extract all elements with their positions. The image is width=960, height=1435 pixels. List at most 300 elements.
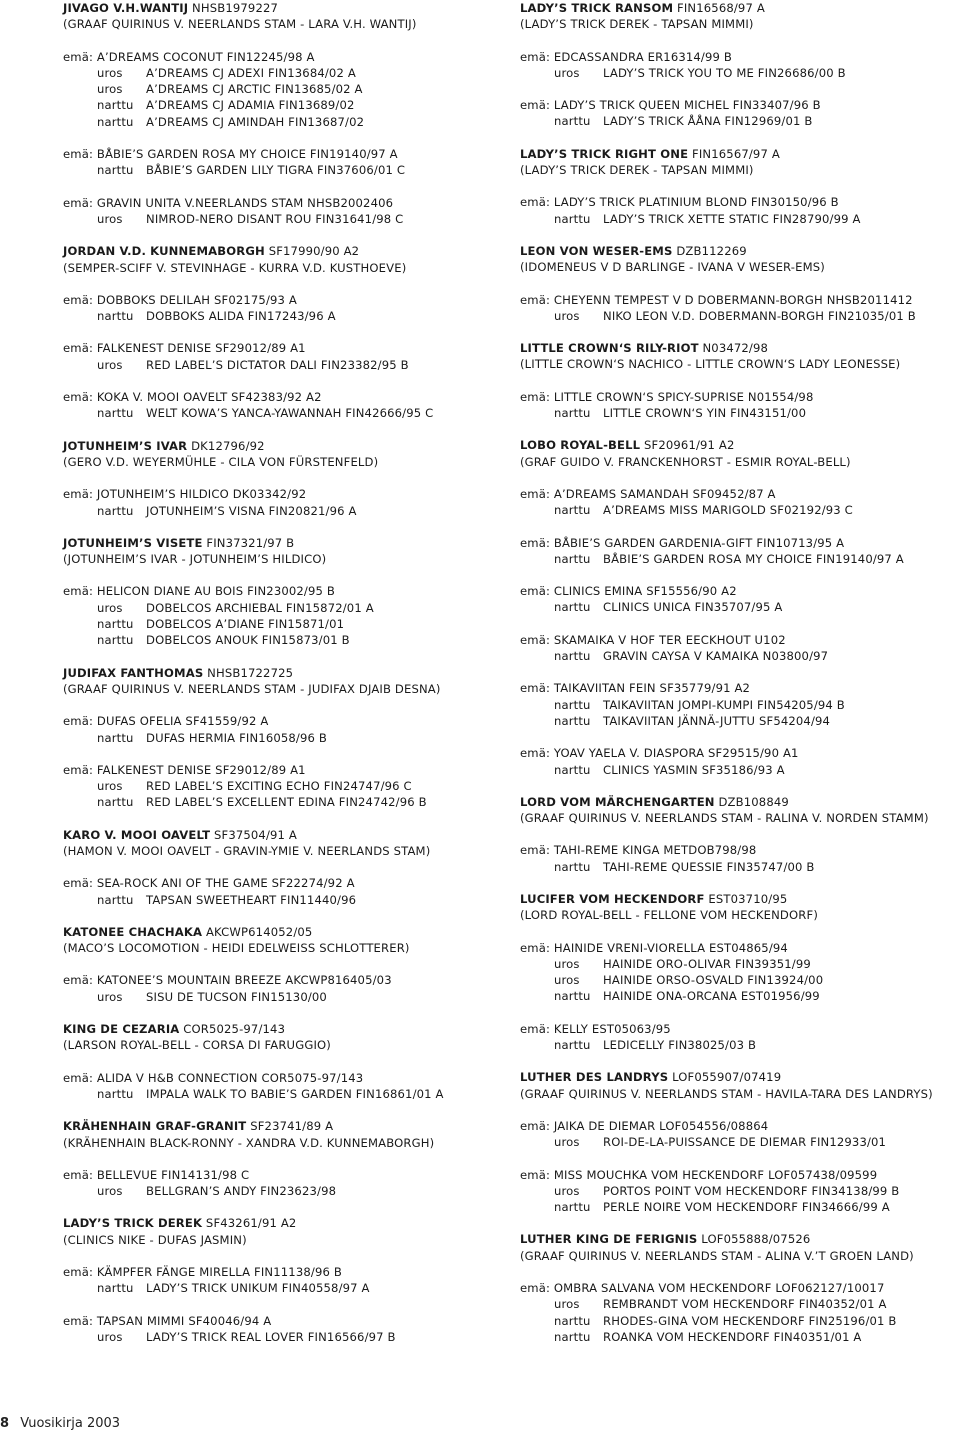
dam-line [520,1021,960,1037]
sire-entry [520,778,960,875]
sire-heading [63,1021,503,1037]
offspring-sex: uros [97,1184,123,1199]
spacer [520,567,960,583]
dam-label: emä: [63,341,97,356]
sire-registration: FIN16567/97 A [688,146,780,161]
spacer [63,324,503,340]
offspring-line [63,97,503,113]
dam-line [63,713,503,729]
sire-name: LUTHER KING DE FERIGNIS [520,1232,698,1247]
offspring-sex: uros [554,956,580,971]
dam-line [63,1167,503,1183]
offspring-sex: narttu [97,406,134,421]
offspring-sex: narttu [554,1200,591,1215]
offspring-sex: narttu [554,114,591,129]
spacer [63,470,503,486]
sire-heading [520,146,960,162]
spacer [63,179,503,195]
spacer [63,519,503,535]
sire-heading [63,1215,503,1231]
spacer [520,519,960,535]
sire-heading [520,1069,960,1085]
dam-label: emä: [520,389,554,404]
sire-parents: (SEMPER-SCIFF V. STEVINHAGE - KURRA V.D. KUSTHOEVE) [63,260,407,275]
sire-heading [63,665,503,681]
sire-parents: (LORD ROYAL-BELL - FELLONE VOM HECKENDORF) [520,908,818,923]
dam-line [520,97,960,113]
offspring-sex: narttu [97,114,134,129]
sire-name: LITTLE CROWN‘S RILY-RIOT [520,341,699,356]
sire-parents: (HAMON V. MOOI OAVELT - GRAVIN-YMIE V. NEERLANDS STAM) [63,843,431,858]
sire-entry [63,1102,503,1199]
offspring-name: BELLGRAN’S ANDY FIN23623/98 [146,1184,337,1199]
sire-parents: (JOTUNHEIM’S IVAR - JOTUNHEIM’S HILDICO) [63,552,327,567]
offspring-line [63,1086,503,1102]
offspring-sex: narttu [554,1329,591,1344]
sire-name: LOBO ROYAL-BELL [520,438,641,453]
dam-line [520,680,960,696]
dam-label: emä: [520,292,554,307]
spacer [63,908,503,924]
spacer [63,1199,503,1215]
offspring-sex: narttu [97,795,134,810]
sire-entry [520,1215,960,1345]
sire-name: JUDIFAX FANTHOMAS [63,665,204,680]
dam-line [520,389,960,405]
dam-label: emä: [63,876,97,891]
dam-label: emä: [63,1070,97,1085]
sire-registration: EST03710/95 [704,891,788,906]
dam-name: TAPSAN MIMMI SF40046/94 A [96,1313,272,1328]
spacer [520,778,960,794]
dam-name: FALKENEST DENISE SF29012/89 A1 [96,341,306,356]
dam-line [520,486,960,502]
sire-registration: DZB108849 [714,794,789,809]
spacer [520,227,960,243]
spacer [520,664,960,680]
offspring-line [520,1037,960,1053]
spacer [63,859,503,875]
dam-label: emä: [63,292,97,307]
offspring-name: A’DREAMS CJ AMINDAH FIN13687/02 [146,114,365,129]
sire-parents: (GRAF GUIDO V. FRANCKENHORST - ESMIR ROYAL-BELL) [520,454,851,469]
publication-title: Vuosikirja 2003 [20,1416,121,1431]
offspring-line [63,114,503,130]
offspring-line [520,859,960,875]
sire-registration: SF37504/91 A [210,827,297,842]
sire-heading [63,1118,503,1134]
offspring-name: SISU DE TUCSON FIN15130/00 [146,989,327,1004]
dam-label: emä: [63,1167,97,1182]
offspring-sex: narttu [97,730,134,745]
sire-name: LADY’S TRICK RIGHT ONE [520,146,689,161]
spacer [520,1215,960,1231]
right-column [520,0,960,1345]
sire-registration: SF43261/91 A2 [202,1216,297,1231]
sire-name: LADY’S TRICK DEREK [63,1216,203,1231]
spacer [63,373,503,389]
spacer [63,33,503,49]
dam-label: emä: [63,1313,97,1328]
offspring-line [520,762,960,778]
dam-label: emä: [63,147,97,162]
spacer [520,470,960,486]
spacer [520,81,960,97]
offspring-sex: uros [554,1297,580,1312]
sire-entry [63,1199,503,1345]
offspring-line [63,730,503,746]
sire-name: JIVAGO V.H.WANTIJ [63,1,189,15]
offspring-sex: uros [97,1329,123,1344]
dam-name: DUFAS OFELIA SF41559/92 A [96,714,269,729]
offspring-line [520,972,960,988]
spacer [63,1005,503,1021]
sire-name: LADY’S TRICK RANSOM [520,1,674,15]
dam-line [520,632,960,648]
offspring-sex: narttu [554,859,591,874]
dam-label: emä: [520,843,554,858]
spacer [520,130,960,146]
sire-registration: FIN16568/97 A [673,1,765,15]
offspring-name: LADY’S TRICK XETTE STATIC FIN28790/99 A [603,211,861,226]
offspring-name: REMBRANDT VOM HECKENDORF FIN40352/01 A [603,1297,887,1312]
left-column [63,0,503,1345]
sire-entry [520,324,960,421]
offspring-sex: uros [97,65,123,80]
offspring-line [520,502,960,518]
sire-entry [63,519,503,649]
dam-line [520,1118,960,1134]
sire-registration: FIN37321/97 B [202,535,295,550]
dam-line [63,146,503,162]
offspring-name: DOBBOKS ALIDA FIN17243/96 A [146,309,336,324]
sire-heading [63,924,503,940]
offspring-line [63,892,503,908]
spacer [63,956,503,972]
spacer [63,567,503,583]
sire-registration: NHSB1979227 [188,1,279,15]
dam-name: TAIKAVIITAN FEIN SF35779/91 A2 [553,681,751,696]
sire-parents: (KRÄHENHAIN BLACK-RONNY - XANDRA V.D. KUNNEMABORGH) [63,1135,435,1150]
dam-name: DOBBOKS DELILAH SF02175/93 A [96,292,297,307]
spacer [520,33,960,49]
dam-name: KATONEE’S MOUNTAIN BREEZE AKCWP816405/03 [96,973,392,988]
spacer [63,697,503,713]
offspring-sex: narttu [97,892,134,907]
dam-name: KOKA V. MOOI OAVELT SF42383/92 A2 [96,390,322,405]
offspring-line [63,778,503,794]
offspring-name: ROI-DE-LA-PUISSANCE DE DIEMAR FIN12933/01 [603,1135,887,1150]
offspring-sex: narttu [97,1086,134,1101]
offspring-line [63,1183,503,1199]
offspring-name: TAPSAN SWEETHEART FIN11440/96 [146,892,357,907]
sire-name: LEON VON WESER-EMS [520,243,673,258]
offspring-sex: narttu [554,406,591,421]
dam-label: emä: [520,632,554,647]
spacer [63,1248,503,1264]
offspring-line [520,1329,960,1345]
sire-heading [520,340,960,356]
offspring-sex: uros [554,973,580,988]
offspring-name: LADY’S TRICK YOU TO ME FIN26686/00 B [603,65,846,80]
dam-label: emä: [520,535,554,550]
dam-name: MISS MOUCHKA VOM HECKENDORF LOF057438/09599 [553,1167,878,1182]
offspring-line [63,308,503,324]
offspring-name: RHODES-GINA VOM HECKENDORF FIN25196/01 B [603,1313,897,1328]
spacer [520,616,960,632]
offspring-sex: uros [554,308,580,323]
dam-label: emä: [520,746,554,761]
sire-parents: (GRAAF QUIRINUS V. NEERLANDS STAM - ALINA V.’T GROEN LAND) [520,1248,914,1263]
sire-heading [63,827,503,843]
offspring-line [63,503,503,519]
dam-line [63,1070,503,1086]
offspring-name: TAIKAVIITAN JÄNNÄ-JUTTU SF54204/94 [603,713,831,728]
offspring-line [520,65,960,81]
offspring-line [63,632,503,648]
spacer [520,421,960,437]
offspring-name: HAINIDE ORSO-OSVALD FIN13924/00 [603,973,824,988]
dam-label: emä: [63,714,97,729]
dam-label: emä: [520,584,554,599]
sire-parents: (LARSON ROYAL-BELL - CORSA DI FARUGGIO) [63,1038,331,1053]
sire-entry [63,811,503,908]
page-number: 8 [0,1416,10,1431]
sire-registration: LOF055907/07419 [668,1070,782,1085]
dam-label: emä: [63,762,97,777]
offspring-name: NIMROD-NERO DISANT ROU FIN31641/98 C [146,211,404,226]
sire-entry [63,227,503,421]
sire-registration: LOF055888/07526 [697,1232,811,1247]
dam-line [63,762,503,778]
spacer [520,178,960,194]
sire-entry [63,908,503,1005]
dam-name: BELLEVUE FIN14131/98 C [96,1167,250,1182]
dam-label: emä: [520,1281,554,1296]
offspring-name: HAINIDE ORO-OLIVAR FIN39351/99 [603,956,811,971]
sire-name: KRÄHENHAIN GRAF-GRANIT [63,1119,247,1134]
dam-label: emä: [520,1167,554,1182]
offspring-name: DUFAS HERMIA FIN16058/96 B [146,730,327,745]
offspring-name: LADY’S TRICK UNIKUM FIN40558/97 A [146,1281,370,1296]
sire-parents: (GRAAF QUIRINUS V. NEERLANDS STAM - JUDIFAX DJAIB DESNA) [63,681,441,696]
sire-entry [520,227,960,324]
offspring-sex: narttu [554,713,591,728]
offspring-line [520,988,960,1004]
dam-name: CLINICS EMINA SF15556/90 A2 [553,584,737,599]
dam-name: SEA-ROCK ANI OF THE GAME SF22274/92 A [96,876,355,891]
offspring-line [520,113,960,129]
sire-parents: (CLINICS NIKE - DUFAS JASMIN) [63,1232,247,1247]
offspring-line [520,713,960,729]
spacer [63,1151,503,1167]
offspring-sex: uros [554,65,580,80]
offspring-name: A’DREAMS MISS MARIGOLD SF02192/93 C [603,503,853,518]
offspring-sex: uros [97,989,123,1004]
offspring-sex: uros [554,1183,580,1198]
dam-line [520,1280,960,1296]
offspring-name: BÅBIE’S GARDEN ROSA MY CHOICE FIN19140/97 A [603,551,904,566]
page-footer [0,1416,120,1431]
offspring-line [520,308,960,324]
dam-name: TAHI-REME KINGA METDOB798/98 [553,843,757,858]
spacer [520,373,960,389]
offspring-line [63,81,503,97]
offspring-sex: uros [97,82,123,97]
dam-label: emä: [520,49,554,64]
sire-entry [520,421,960,777]
dam-line [520,745,960,761]
dam-name: EDCASSANDRA ER16314/99 B [553,49,732,64]
offspring-name: RED LABEL’S DICTATOR DALI FIN23382/95 B [146,357,409,372]
sire-parents: (LADY’S TRICK DEREK - TAPSAN MIMMI) [520,163,754,178]
offspring-name: BÅBIE’S GARDEN LILY TIGRA FIN37606/01 C [146,163,406,178]
offspring-sex: uros [554,1135,580,1150]
dam-name: HAINIDE VRENI-VIORELLA EST04865/94 [553,940,788,955]
offspring-line [520,211,960,227]
dam-name: CHEYENN TEMPEST V D DOBERMANN-BORGH NHSB2011412 [553,292,913,307]
dam-label: emä: [520,195,554,210]
offspring-sex: narttu [554,649,591,664]
dam-label: emä: [63,195,97,210]
sire-entry [520,130,960,227]
spacer [63,649,503,665]
dam-name: ALIDA V H&B CONNECTION COR5075-97/143 [96,1070,364,1085]
offspring-sex: uros [97,357,123,372]
sire-heading [520,0,960,16]
dam-line [520,842,960,858]
spacer [63,811,503,827]
sire-heading [63,243,503,259]
sire-registration: DZB112269 [672,243,747,258]
dam-label: emä: [520,1118,554,1133]
sire-heading [520,1231,960,1247]
dam-label: emä: [63,487,97,502]
offspring-sex: uros [97,779,123,794]
dam-label: emä: [520,940,554,955]
dam-name: BÅBIE’S GARDEN ROSA MY CHOICE FIN19140/97 A [96,147,398,162]
dam-label: emä: [63,973,97,988]
offspring-name: TAIKAVIITAN JOMPI-KUMPI FIN54205/94 B [603,697,845,712]
sire-parents: (GRAAF QUIRINUS V. NEERLANDS STAM - RALINA V. NORDEN STAMM) [520,811,929,826]
sire-registration: COR5025-97/143 [179,1022,286,1037]
sire-heading [63,535,503,551]
dam-line [520,292,960,308]
spacer [520,729,960,745]
spacer [63,130,503,146]
sire-parents: (MACO’S LOCOMOTION - HEIDI EDELWEISS SCHLOTTERER) [63,941,410,956]
dam-label: emä: [520,1021,554,1036]
dam-line [520,535,960,551]
offspring-name: RED LABEL’S EXCELLENT EDINA FIN24742/96 B [146,795,427,810]
offspring-sex: narttu [554,600,591,615]
offspring-name: PORTOS POINT VOM HECKENDORF FIN34138/99 B [603,1183,900,1198]
dam-line [520,583,960,599]
sire-entry [63,649,503,811]
sire-entry [520,875,960,1053]
offspring-line [520,1313,960,1329]
dam-label: emä: [63,584,97,599]
sire-entry [63,422,503,519]
offspring-name: LEDICELLY FIN38025/03 B [603,1038,757,1053]
dam-label: emä: [63,1265,97,1280]
sire-registration: SF23741/89 A [246,1119,334,1134]
dam-line [63,49,503,65]
sire-name: KARO V. MOOI OAVELT [63,827,211,842]
offspring-line [63,211,503,227]
offspring-sex: narttu [554,551,591,566]
dam-line [63,486,503,502]
dam-name: A’DREAMS COCONUT FIN12245/98 A [96,49,315,64]
sire-name: LUCIFER VOM HECKENDORF [520,891,705,906]
offspring-sex: narttu [554,1038,591,1053]
spacer [520,924,960,940]
offspring-sex: narttu [554,503,591,518]
offspring-line [520,1134,960,1150]
dam-name: FALKENEST DENISE SF29012/89 A1 [96,762,306,777]
offspring-name: DOBELCOS ANOUK FIN15873/01 B [146,633,350,648]
offspring-line [63,162,503,178]
offspring-sex: narttu [554,989,591,1004]
sire-registration: NHSB1722725 [203,665,294,680]
sire-registration: SF20961/91 A2 [640,438,735,453]
dam-name: LADY’S TRICK PLATINIUM BLOND FIN30150/96 B [553,195,839,210]
offspring-sex: narttu [97,1281,134,1296]
sire-name: JOTUNHEIM’S IVAR [63,438,188,453]
spacer [520,1264,960,1280]
offspring-name: ROANKA VOM HECKENDORF FIN40351/01 A [603,1329,862,1344]
offspring-name: A’DREAMS CJ ADEXI FIN13684/02 A [146,65,356,80]
offspring-sex: narttu [97,503,134,518]
sire-heading [63,0,503,16]
offspring-name: DOBELCOS ARCHIEBAL FIN15872/01 A [146,600,374,615]
spacer [520,1005,960,1021]
sire-entry [63,1005,503,1102]
offspring-line [63,989,503,1005]
offspring-line [63,1329,503,1345]
sire-entry [520,1053,960,1215]
offspring-sex: uros [97,211,123,226]
spacer [520,276,960,292]
spacer [520,826,960,842]
sire-heading [520,891,960,907]
spacer [63,746,503,762]
sire-heading [520,794,960,810]
offspring-name: JOTUNHEIM’S VISNA FIN20821/96 A [146,503,357,518]
dam-name: KÄMPFER FÄNGE MIRELLA FIN11138/96 B [96,1265,342,1280]
dam-line [63,972,503,988]
offspring-line [63,600,503,616]
offspring-name: IMPALA WALK TO BABIE’S GARDEN FIN16861/01 A [146,1086,444,1101]
dam-name: LADY’S TRICK QUEEN MICHEL FIN33407/96 B [553,98,821,113]
spacer [520,1102,960,1118]
dam-name: SKAMAIKA V HOF TER EECKHOUT U102 [553,632,786,647]
dam-line [63,1313,503,1329]
offspring-name: CLINICS YASMIN SF35186/93 A [603,762,785,777]
spacer [63,1297,503,1313]
offspring-sex: narttu [554,1313,591,1328]
sire-parents: (IDOMENEUS V D BARLINGE - IVANA V WESER-EMS) [520,260,825,275]
offspring-sex: narttu [554,762,591,777]
dam-label: emä: [63,390,97,405]
offspring-sex: narttu [97,98,134,113]
dam-line [63,1264,503,1280]
offspring-sex: narttu [97,633,134,648]
offspring-sex: narttu [554,697,591,712]
offspring-sex: uros [97,600,123,615]
dam-line [520,1167,960,1183]
dam-name: JAIKA DE DIEMAR LOF054556/08864 [553,1118,769,1133]
